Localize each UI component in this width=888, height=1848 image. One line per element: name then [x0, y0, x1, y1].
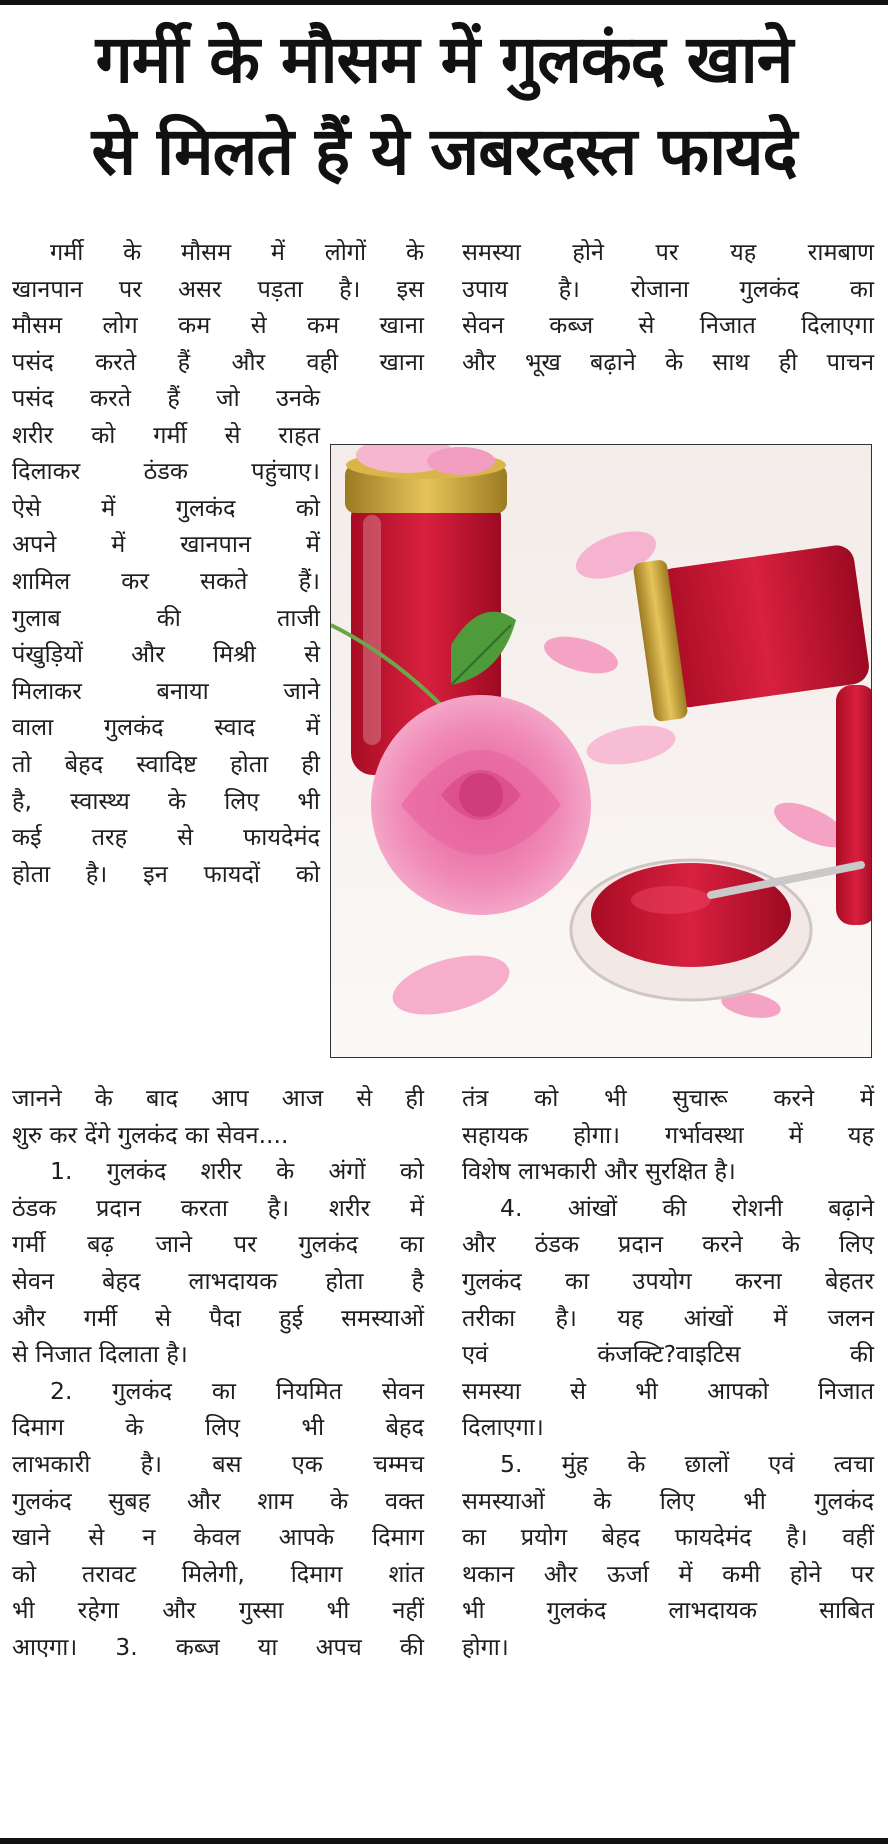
- text-line: गर्मी बढ़ जाने पर गुलकंद का: [12, 1230, 424, 1259]
- text-line: से निजात दिलाता है।: [12, 1340, 188, 1369]
- text-line: दिलाकर ठंडक पहुंचाए।: [12, 457, 320, 486]
- text-line: 2. गुलकंद का नियमित सेवन: [50, 1376, 424, 1405]
- rose-jars-illustration: [331, 445, 871, 1057]
- text-line: समस्या से भी आपको निजात: [462, 1376, 874, 1405]
- right-column-bottom: [462, 1080, 874, 1666]
- text-line: शरीर को गर्मी से राहत: [12, 420, 320, 449]
- left-column-top: [12, 234, 424, 380]
- text-line: लाभकारी है। बस एक चम्मच: [12, 1449, 424, 1478]
- left-column-bottom: [12, 1080, 424, 1666]
- text-line: ठंडक प्रदान करता है। शरीर में: [12, 1193, 424, 1222]
- text-line: गर्मी के मौसम में लोगों के: [50, 238, 424, 266]
- text-line: और गर्मी से पैदा हुई समस्याओं: [12, 1303, 424, 1332]
- text-line: गुलकंद सुबह और शाम के वक्त: [12, 1486, 424, 1515]
- text-line: है, स्वास्थ्य के लिए भी: [12, 786, 320, 815]
- text-line: आएगा। 3. कब्ज या अपच की: [12, 1632, 424, 1661]
- text-line: खानपान पर असर पड़ता है। इस: [12, 274, 424, 303]
- headline-line-1: गर्मी के मौसम में गुलकंद खाने: [95, 21, 793, 98]
- text-line: एवं कंजक्टि?वाइटिस की: [462, 1340, 874, 1369]
- text-line: मिलाकर बनाया जाने: [12, 676, 320, 705]
- text-line: और ठंडक प्रदान करने के लिए: [462, 1230, 874, 1259]
- text-line: थकान और ऊर्जा में कमी होने पर: [462, 1559, 874, 1588]
- text-line: ऐसे में गुलकंद को: [12, 493, 320, 522]
- text-line: सेवन कब्ज से निजात दिलाएगा: [462, 311, 874, 340]
- text-line: समस्याओं के लिए भी गुलकंद: [462, 1486, 874, 1515]
- text-line: होता है। इन फायदों को: [12, 859, 320, 888]
- text-line: 5. मुंह के छालों एवं त्वचा: [500, 1449, 874, 1478]
- text-line: भी रहेगा और गुस्सा भी नहीं: [12, 1596, 424, 1625]
- text-line: 4. आंखों की रोशनी बढ़ाने: [500, 1193, 874, 1222]
- text-line: का प्रयोग बेहद फायदेमंद है। वहीं: [462, 1523, 874, 1552]
- text-line: विशेष लाभकारी और सुरक्षित है।: [462, 1157, 736, 1186]
- right-column-top: [462, 234, 874, 380]
- text-line: सहायक होगा। गर्भावस्था में यह: [462, 1120, 874, 1149]
- text-line: और भूख बढ़ाने के साथ ही पाचन: [462, 347, 874, 376]
- text-line: मौसम लोग कम से कम खाना: [12, 311, 424, 340]
- text-line: दिलाएगा।: [462, 1413, 544, 1442]
- text-line: 1. गुलकंद शरीर के अंगों को: [50, 1157, 424, 1186]
- headline-line-2: से मिलते हैं ये जबरदस्त फायदे: [91, 113, 797, 190]
- left-column-wrap: [12, 380, 320, 892]
- text-line: अपने में खानपान में: [12, 530, 320, 559]
- text-line: तो बेहद स्वादिष्ट होता ही: [12, 749, 320, 778]
- text-line: गुलाब की ताजी: [12, 603, 320, 632]
- text-line: कई तरह से फायदेमंद: [12, 823, 320, 852]
- text-line: पंखुड़ियों और मिश्री से: [12, 640, 320, 669]
- text-line: तंत्र को भी सुचारू करने में: [462, 1084, 874, 1112]
- gulkand-photo: [330, 444, 872, 1058]
- text-line: जानने के बाद आप आज से ही: [12, 1084, 424, 1112]
- text-line: तरीका है। यह आंखों में जलन: [462, 1303, 874, 1332]
- text-line: सेवन बेहद लाभदायक होता है: [12, 1266, 424, 1295]
- headline: [0, 14, 888, 198]
- text-line: होगा।: [462, 1632, 509, 1661]
- text-line: खाने से न केवल आपके दिमाग: [12, 1523, 424, 1552]
- text-line: वाला गुलकंद स्वाद में: [12, 713, 320, 742]
- top-rule: [0, 0, 888, 5]
- text-line: पसंद करते हैं जो उनके: [12, 384, 320, 412]
- text-line: दिमाग के लिए भी बेहद: [12, 1413, 424, 1442]
- bottom-rule: [0, 1838, 888, 1844]
- text-line: उपाय है। रोजाना गुलकंद का: [462, 274, 874, 303]
- text-line: शुरु कर देंगे गुलकंद का सेवन....: [12, 1120, 289, 1149]
- text-line: समस्या होने पर यह रामबाण: [462, 238, 874, 266]
- text-line: को तरावट मिलेगी, दिमाग शांत: [12, 1559, 424, 1588]
- text-line: पसंद करते हैं और वही खाना: [12, 347, 424, 376]
- text-line: शामिल कर सकते हैं।: [12, 566, 320, 595]
- text-line: गुलकंद का उपयोग करना बेहतर: [462, 1266, 874, 1295]
- text-line: भी गुलकंद लाभदायक साबित: [462, 1596, 874, 1625]
